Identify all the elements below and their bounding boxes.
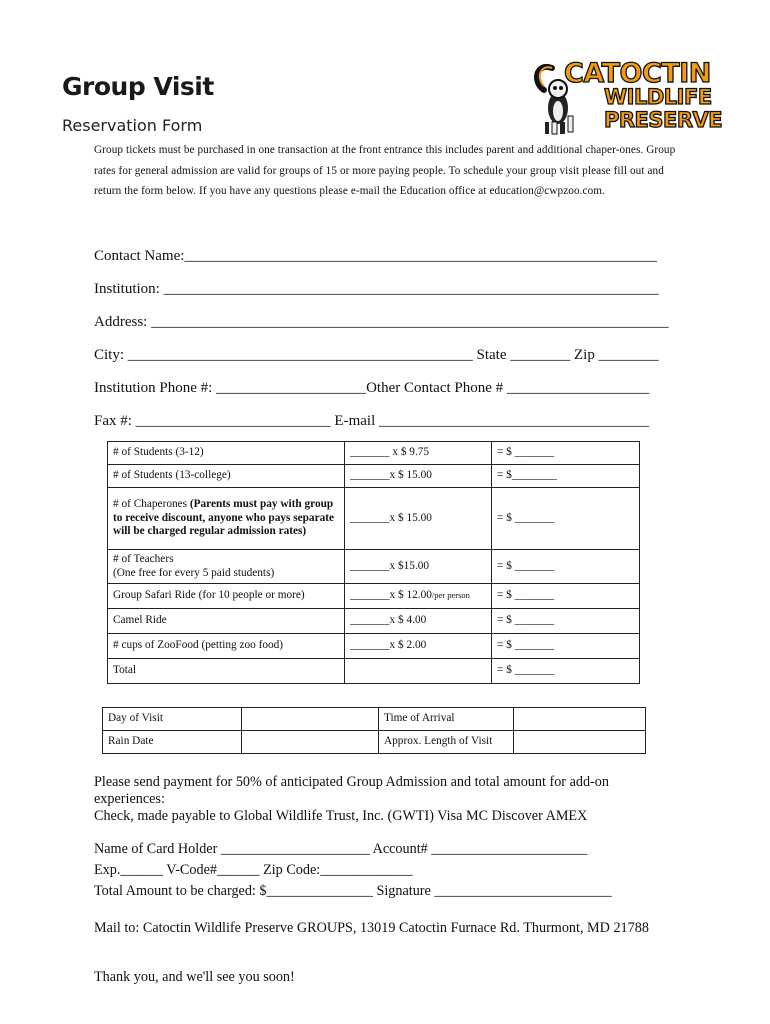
visit-length-label: Approx. Length of Visit (379, 731, 514, 754)
fee-rate-cell[interactable] (345, 584, 492, 609)
table-row (108, 584, 640, 609)
city-state-zip-field[interactable]: City: ______________________________________________ State ________ Zip ________ (94, 347, 659, 363)
fee-total[interactable]: = $ _______ (492, 634, 640, 659)
payment-instructions: Please send payment for 50% of anticipated Group Admission and total amount for add-on experiences: (94, 774, 609, 807)
page-subtitle: Reservation Form (62, 116, 203, 135)
intro-paragraph: Group tickets must be purchased in one transaction at the front entrance this includes parent and additional chaper-ones. Group rates for general admission are valid for groups of 15 or more paying people. To schedule your group visit please fill out and return the form below. If you have any questions please e-mail the Education office at education@cwpzoo.com. (94, 144, 676, 197)
fee-rate: _______x $ 12.00 (350, 589, 432, 602)
table-row (103, 708, 646, 731)
teacher-note: (One free for every 5 paid students) (113, 566, 275, 579)
table-row (108, 609, 640, 634)
fee-desc: # of Students (13-college) (108, 465, 345, 488)
payment-methods: Check, made payable to Global Wildlife Trust, Inc. (GWTI) Visa MC Discover AMEX (94, 808, 588, 824)
fee-rate (345, 659, 492, 684)
fee-desc: # of Chaperones (113, 498, 190, 511)
fee-desc: Total (108, 659, 345, 684)
fee-rate[interactable]: _______x $15.00 (345, 550, 492, 584)
time-of-arrival-label: Time of Arrival (379, 708, 514, 731)
table-row (108, 659, 640, 684)
visit-table (102, 707, 646, 754)
table-row (108, 488, 640, 550)
fee-total[interactable]: = $ _______ (492, 442, 640, 465)
day-of-visit-label: Day of Visit (103, 708, 242, 731)
catoctin-logo (530, 56, 723, 136)
fee-rate[interactable]: _______ x $ 9.75 (345, 442, 492, 465)
time-of-arrival-input[interactable] (514, 708, 646, 731)
fee-rate[interactable]: _______x $ 15.00 (345, 465, 492, 488)
exp-vcode-zip-field[interactable]: Exp.______ V-Code#______ Zip Code:_____________ (94, 862, 413, 878)
fee-desc: Camel Ride (108, 609, 345, 634)
fee-total[interactable]: = $ _______ (492, 488, 640, 550)
rain-date-input[interactable] (242, 731, 379, 754)
rate-note: /per person (431, 590, 470, 601)
fee-total[interactable]: = $ _______ (492, 584, 640, 609)
table-row (108, 550, 640, 584)
logo-line-3: PRESERVE (604, 108, 723, 132)
logo-line-1: CATOCTIN (564, 58, 711, 89)
address-field[interactable]: Address: _____________________________________________________________________ (94, 314, 669, 330)
visit-length-input[interactable] (514, 731, 646, 754)
table-row (108, 465, 640, 488)
day-of-visit-input[interactable] (242, 708, 379, 731)
fee-total[interactable]: = $ _______ (492, 550, 640, 584)
phone-field[interactable]: Institution Phone #: ____________________Other Contact Phone # ___________________ (94, 380, 650, 396)
fee-desc: Group Safari Ride (for 10 people or more) (108, 584, 345, 609)
fee-total[interactable]: = $ _______ (492, 659, 640, 684)
fee-desc: # of Teachers (113, 553, 174, 565)
rain-date-label: Rain Date (103, 731, 242, 754)
fee-total[interactable]: = $________ (492, 465, 640, 488)
fee-desc-teachers (108, 550, 345, 584)
contact-name-field[interactable]: Contact Name:_______________________________________________________________ (94, 248, 657, 264)
mailing-address: Mail to: Catoctin Wildlife Preserve GROUPS, 13019 Catoctin Furnace Rd. Thurmont, MD 21788 (94, 920, 649, 936)
fee-rate[interactable]: _______x $ 2.00 (345, 634, 492, 659)
fee-rate[interactable]: _______x $ 15.00 (345, 488, 492, 550)
fee-total[interactable]: = $ _______ (492, 609, 640, 634)
table-row (108, 442, 640, 465)
page-title: Group Visit (62, 72, 214, 101)
total-signature-field[interactable]: Total Amount to be charged: $_______________ Signature _________________________ (94, 883, 612, 899)
fee-rate[interactable]: _______x $ 4.00 (345, 609, 492, 634)
institution-field[interactable]: Institution: __________________________________________________________________ (94, 281, 659, 297)
thank-you-note: Thank you, and we'll see you soon! (94, 969, 295, 985)
fee-desc: # cups of ZooFood (petting zoo food) (108, 634, 345, 659)
table-row (108, 634, 640, 659)
logo-line-2: WILDLIFE (604, 85, 712, 109)
fees-table (107, 441, 640, 684)
fee-desc: # of Students (3-12) (108, 442, 345, 465)
fax-email-field[interactable]: Fax #: __________________________ E-mail ____________________________________ (94, 413, 649, 429)
fee-desc-chaperones (108, 488, 345, 550)
card-holder-field[interactable]: Name of Card Holder _____________________ Account# ______________________ (94, 841, 588, 857)
table-row (103, 731, 646, 754)
chaperone-note: (Parents must pay with group to receive discount, anyone who pays separate will be charged regular admission rates) (113, 498, 335, 538)
